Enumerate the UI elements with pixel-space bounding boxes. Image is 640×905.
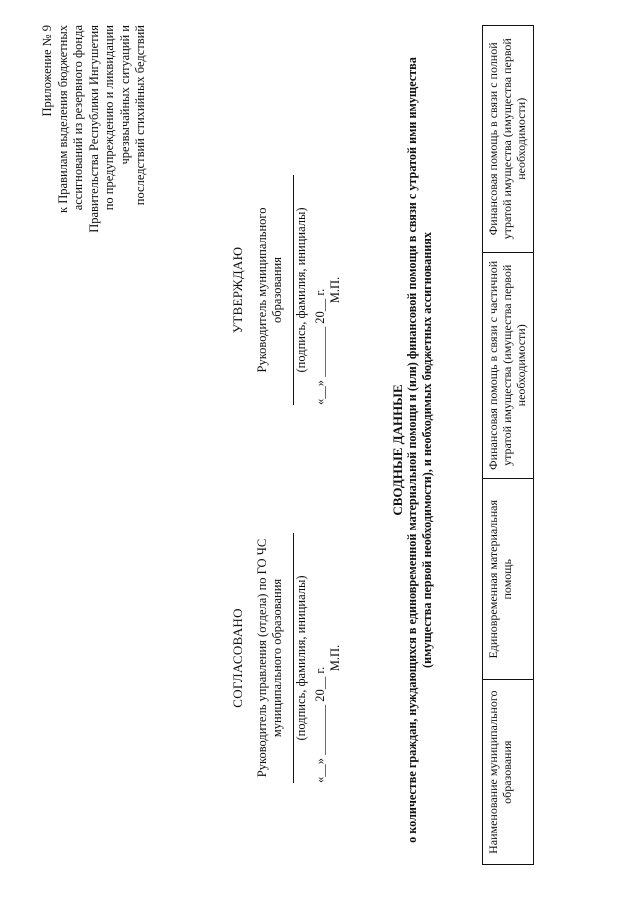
approved-block bbox=[230, 175, 343, 405]
approved-heading: УТВЕРЖДАЮ bbox=[230, 246, 245, 334]
appendix-line: чрезвычайных ситуаций и bbox=[117, 25, 132, 165]
appendix-note bbox=[40, 25, 149, 265]
stamp-label: М.П. bbox=[328, 644, 342, 672]
agreed-role: Руководитель управления (отдела) по ГО ЧС муниципального образования bbox=[255, 538, 284, 778]
table-header-row bbox=[483, 26, 534, 865]
appendix-line: к Правилам выделения бюджетных bbox=[55, 25, 70, 213]
appendix-line: по предупреждению и ликвидации bbox=[102, 25, 116, 211]
date-line: «__» ________ 20__ г. bbox=[313, 288, 327, 405]
appendix-line: последствий стихийных бедствий bbox=[133, 25, 147, 206]
agreed-block bbox=[230, 533, 343, 783]
column-header-full-loss-aid: Финансовая помощь в связи с полной утратой имущества (имущества первой необходимости) bbox=[483, 26, 534, 253]
approved-role: Руководитель муниципального образования bbox=[255, 207, 284, 373]
date-line: «__» ________ 20__ г. bbox=[313, 666, 327, 783]
summary-title-block bbox=[390, 35, 435, 865]
appendix-line: Приложение № 9 bbox=[40, 25, 54, 117]
signature-caption: (подпись, фамилия, инициалы) bbox=[294, 575, 308, 741]
summary-subtitle: о количестве граждан, нуждающихся в единовременной материальной помощи и (или) финансовой помощи в связи с утратой ими имущества (имущества первой необходимости), и необходимых бюджетных ассигнованиях bbox=[405, 57, 434, 843]
column-header-partial-loss-aid: Финансовая помощь в связи с частичной утратой имущества (имущества первой необходимости) bbox=[483, 252, 534, 479]
stamp-label: М.П. bbox=[328, 276, 342, 304]
summary-table bbox=[482, 25, 534, 865]
appendix-line: ассигнований из резервного фонда bbox=[71, 25, 85, 211]
summary-title: СВОДНЫЕ ДАННЫЕ bbox=[390, 384, 405, 516]
signature-caption: (подпись, фамилия, инициалы) bbox=[294, 207, 308, 373]
agreed-heading: СОГЛАСОВАНО bbox=[230, 608, 245, 708]
column-header-municipality: Наименование муниципального образования bbox=[483, 680, 534, 865]
appendix-line: Правительства Республики Ингушетия bbox=[86, 25, 101, 233]
column-header-lump-sum-aid: Единовременная материальная помощь bbox=[483, 479, 534, 680]
